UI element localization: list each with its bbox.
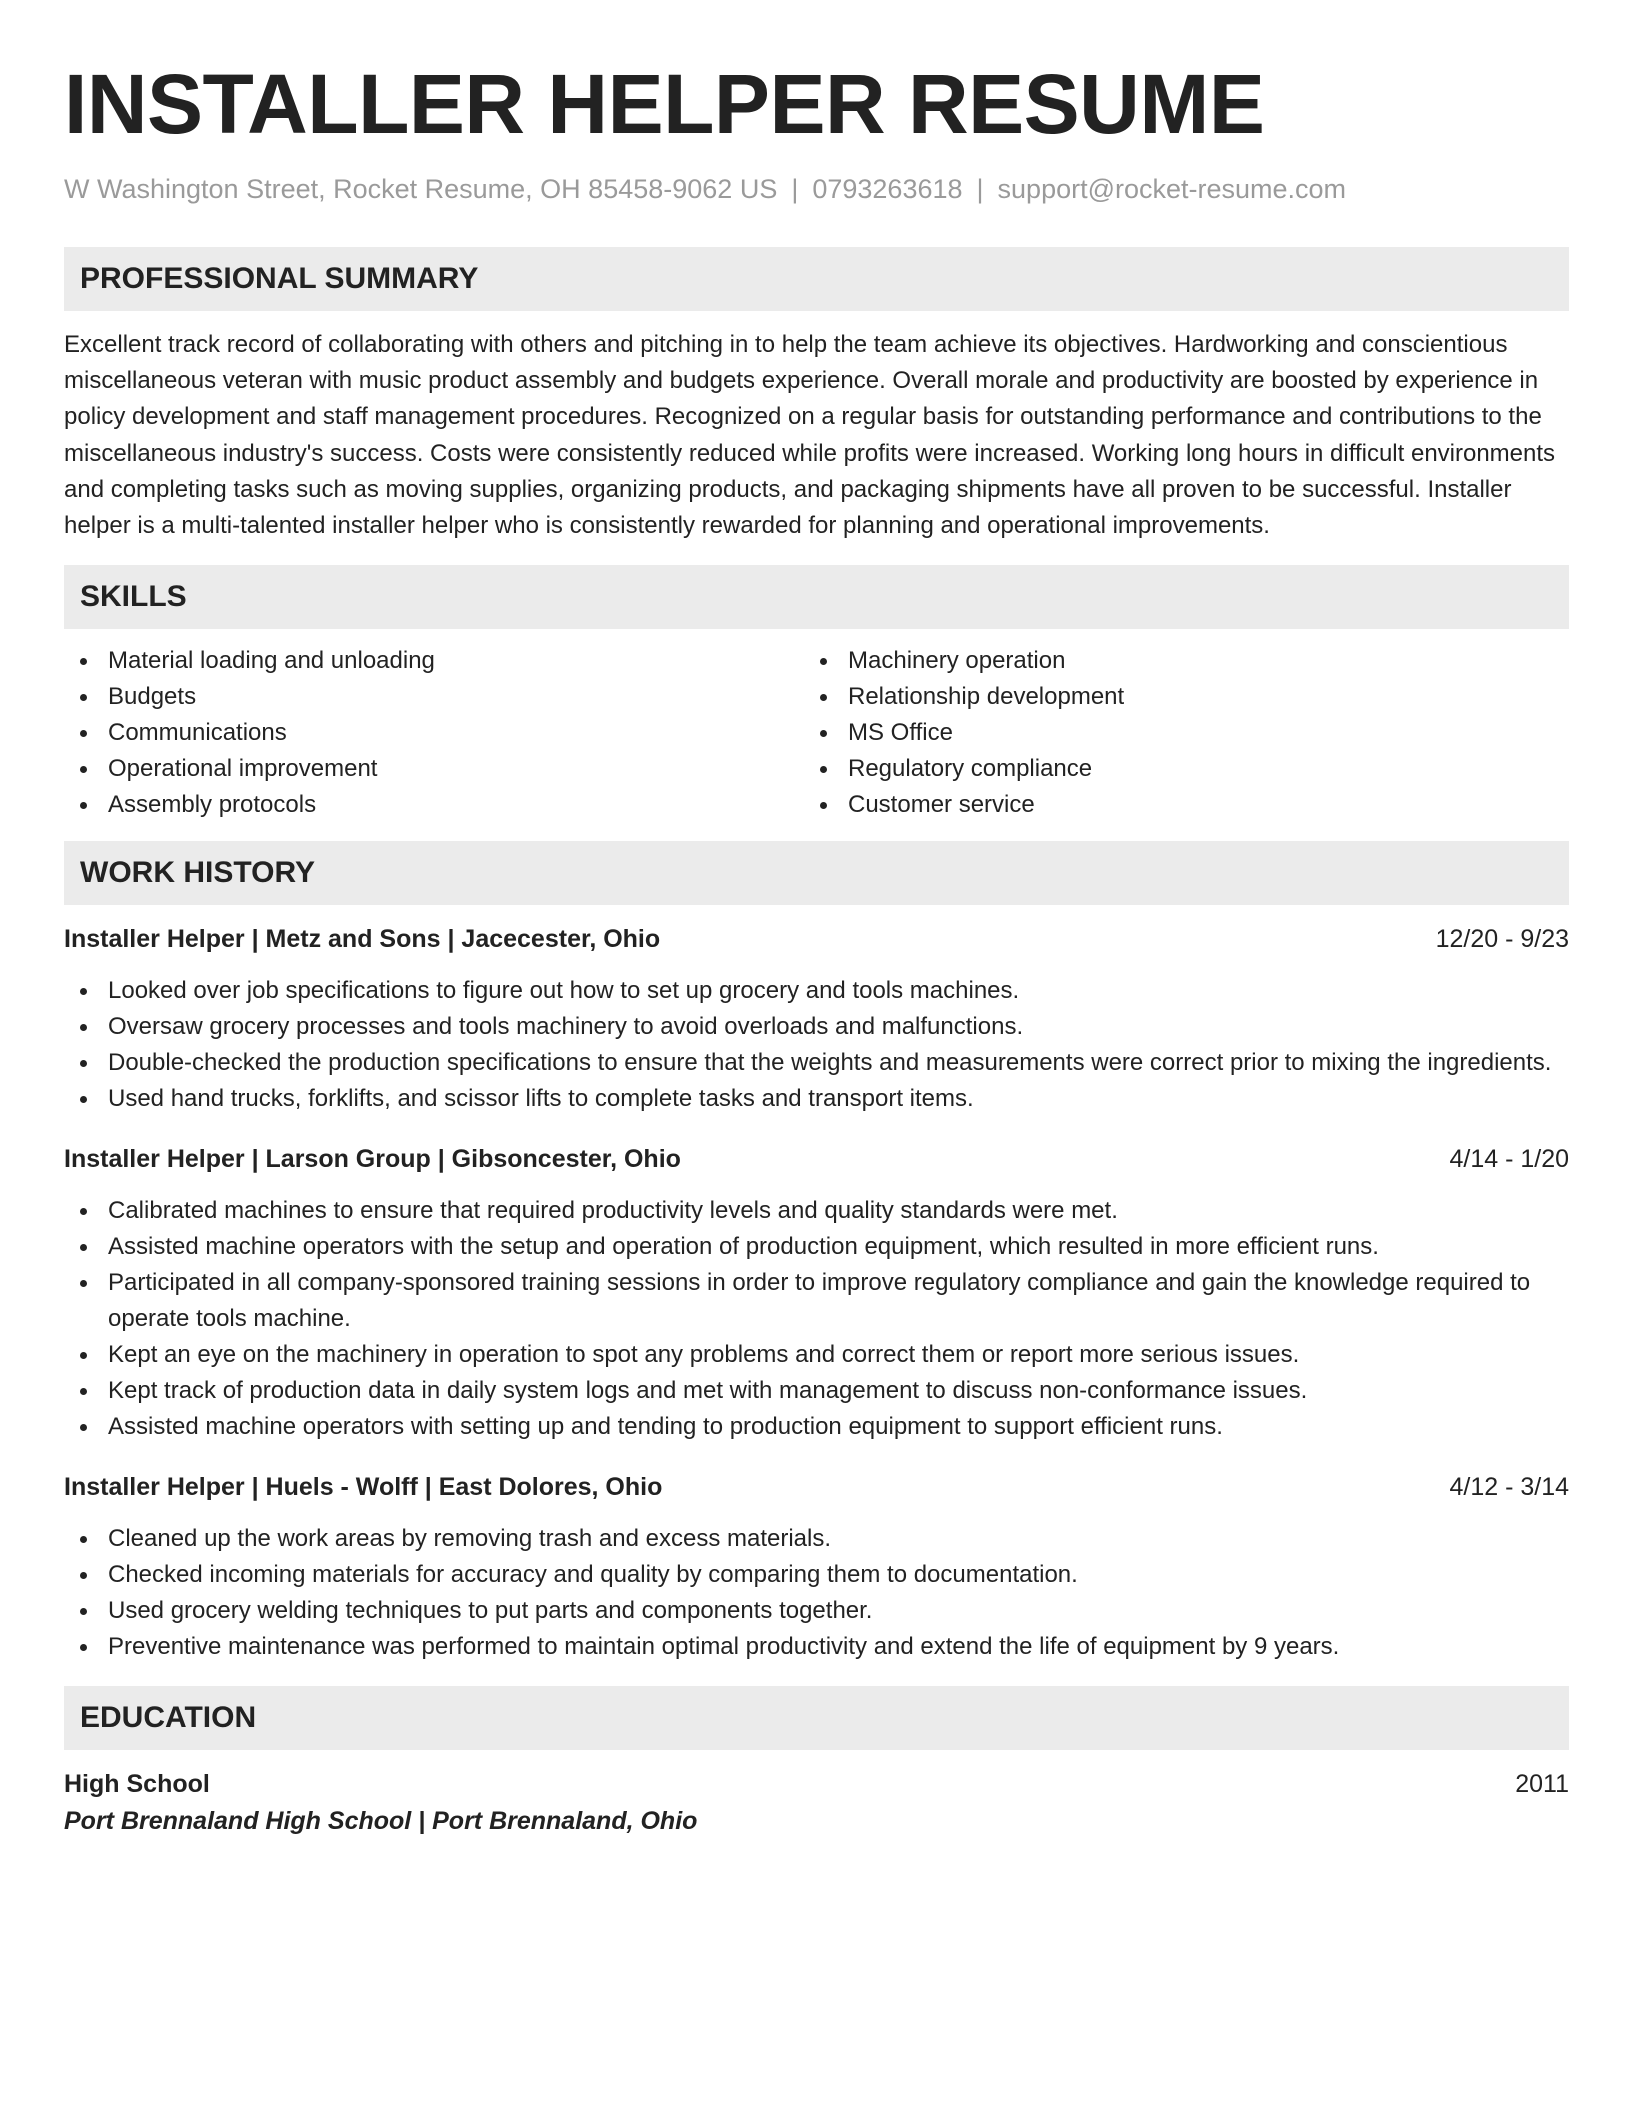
skill-item: Material loading and unloading [64, 643, 804, 679]
skill-item: Assembly protocols [64, 787, 804, 823]
job-bullets [64, 1521, 1569, 1665]
job-dates: 12/20 - 9/23 [1435, 925, 1569, 954]
skill-item: Budgets [64, 679, 804, 715]
section-heading-summary: PROFESSIONAL SUMMARY [64, 247, 1569, 311]
education-school: Port Brennaland High School | Port Brennaland, Ohio [64, 1807, 698, 1836]
job-bullet: Used hand trucks, forklifts, and scissor lifts to complete tasks and transport items. [64, 1081, 1569, 1117]
job-title: Installer Helper | Metz and Sons | Jacecester, Ohio [64, 925, 661, 954]
contact-separator: | [976, 174, 984, 204]
job-bullets [64, 1193, 1569, 1445]
skill-item: Relationship development [804, 679, 1124, 715]
skills-list [64, 643, 1569, 823]
skills-column-right [804, 643, 1124, 823]
job-header [64, 1141, 1569, 1177]
job-bullet: Kept an eye on the machinery in operation to spot any problems and correct them or report more serious issues. [64, 1337, 1569, 1373]
job-header [64, 921, 1569, 957]
section-heading-work-history: WORK HISTORY [64, 841, 1569, 905]
job-bullet: Oversaw grocery processes and tools machinery to avoid overloads and malfunctions. [64, 1009, 1569, 1045]
skill-item: Operational improvement [64, 751, 804, 787]
contact-email[interactable]: support@rocket-resume.com [997, 174, 1347, 204]
contact-line [64, 172, 1569, 206]
job-entry [64, 921, 1569, 1117]
education-degree: High School [64, 1770, 210, 1799]
skill-item: Regulatory compliance [804, 751, 1124, 787]
job-bullet: Used grocery welding techniques to put parts and components together. [64, 1593, 1569, 1629]
education-entry [64, 1766, 1569, 1840]
job-bullet: Assisted machine operators with setting up and tending to production equipment to support efficient runs. [64, 1409, 1569, 1445]
education-header [64, 1766, 1569, 1802]
job-bullet: Participated in all company-sponsored training sessions in order to improve regulatory compliance and gain the knowledge required to operate tools machine. [64, 1265, 1569, 1337]
job-dates: 4/14 - 1/20 [1449, 1145, 1569, 1174]
skill-item: Machinery operation [804, 643, 1124, 679]
contact-address: W Washington Street, Rocket Resume, OH 85458-9062 US [64, 174, 778, 204]
skills-column-left [64, 643, 804, 823]
job-bullet: Calibrated machines to ensure that required productivity levels and quality standards were met. [64, 1193, 1569, 1229]
section-heading-education: EDUCATION [64, 1686, 1569, 1750]
job-bullet: Cleaned up the work areas by removing trash and excess materials. [64, 1521, 1569, 1557]
skill-item: Customer service [804, 787, 1124, 823]
job-bullet: Checked incoming materials for accuracy and quality by comparing them to documentation. [64, 1557, 1569, 1593]
job-bullet: Looked over job specifications to figure out how to set up grocery and tools machines. [64, 973, 1569, 1009]
resume-title: INSTALLER HELPER RESUME [64, 57, 1265, 151]
skill-item: Communications [64, 715, 804, 751]
job-title: Installer Helper | Huels - Wolff | East Dolores, Ohio [64, 1473, 663, 1502]
job-title: Installer Helper | Larson Group | Gibsoncester, Ohio [64, 1145, 681, 1174]
section-heading-skills: SKILLS [64, 565, 1569, 629]
contact-phone: 0793263618 [812, 174, 963, 204]
job-dates: 4/12 - 3/14 [1449, 1473, 1569, 1502]
contact-separator: | [791, 174, 799, 204]
job-entry [64, 1141, 1569, 1445]
job-header [64, 1469, 1569, 1505]
job-bullet: Assisted machine operators with the setup and operation of production equipment, which resulted in more efficient runs. [64, 1229, 1569, 1265]
education-year: 2011 [1515, 1770, 1569, 1799]
job-bullets [64, 973, 1569, 1117]
job-bullet: Double-checked the production specifications to ensure that the weights and measurements were correct prior to mixing the ingredients. [64, 1045, 1569, 1081]
summary-text: Excellent track record of collaborating with others and pitching in to help the team achieve its objectives. Hardworking and conscientious miscellaneous veteran with music product assembly and budgets experience. Overall morale and productivity are boosted by experience in policy development and staff management procedures. Recognized on a regular basis for outstanding performance and contributions to the miscellaneous industry's success. Costs were consistently reduced while profits were increased. Working long hours in difficult environments and completing tasks such as moving supplies, organizing products, and packaging shipments have all proven to be successful. Installer helper is a multi-talented installer helper who is consistently rewarded for planning and operational improvements. [64, 331, 1556, 540]
job-bullet: Preventive maintenance was performed to maintain optimal productivity and extend the life of equipment by 9 years. [64, 1629, 1569, 1665]
job-bullet: Kept track of production data in daily system logs and met with management to discuss non-conformance issues. [64, 1373, 1569, 1409]
skill-item: MS Office [804, 715, 1124, 751]
job-entry [64, 1469, 1569, 1665]
